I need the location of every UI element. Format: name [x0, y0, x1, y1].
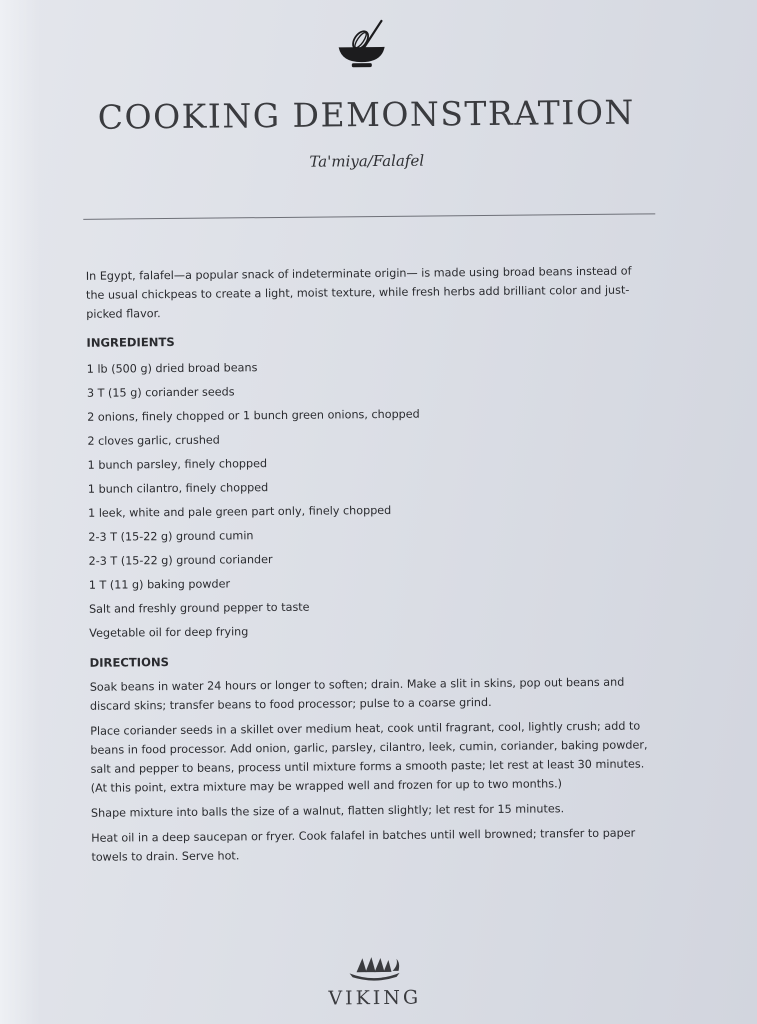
divider — [83, 213, 655, 219]
intro-paragraph: In Egypt, falafel—a popular snack of indeterminate origin— is made using broad beans instead of the usual chickpeas to create a light, moist texture, while fresh herbs add brilliant color and just-picked flavor. — [85, 264, 632, 321]
ingredient-item: 1 leek, white and pale green part only, finely chopped — [88, 503, 392, 520]
mixing-bowl-whisk-icon — [333, 18, 389, 71]
direction-step: Place coriander seeds in a skillet over medium heat, cook until fragrant, cool, lightly crush; add to beans in food processor. Add onion, garlic, parsley, cilantro, leek, cumin, coriander, baking powder, salt and pepper to beans, process until mixture forms a smooth paste; let rest at least 30 minutes. (At this point, extra mixture may be wrapped well and frozen for up to two months.) — [90, 719, 648, 795]
ingredient-item: 1 T (11 g) baking powder — [88, 577, 231, 592]
page-title: COOKING DEMONSTRATION — [97, 92, 635, 137]
ingredient-item: 2-3 T (15-22 g) ground cumin — [88, 529, 254, 544]
directions-list — [90, 672, 652, 866]
ingredient-item: 1 bunch parsley, finely chopped — [87, 457, 268, 472]
ingredient-item: Salt and freshly ground pepper to taste — [88, 600, 310, 616]
direction-step: Shape mixture into balls the size of a walnut, flatten slightly; let rest for 15 minutes. — [90, 802, 565, 820]
brand-wordmark: VIKING — [328, 986, 422, 1010]
ingredient-item: 2-3 T (15-22 g) ground coriander — [88, 553, 273, 568]
ingredients-heading: INGREDIENTS — [86, 334, 175, 350]
ingredient-item: 3 T (15 g) coriander seeds — [86, 385, 235, 400]
ingredient-item: 2 cloves garlic, crushed — [87, 433, 220, 448]
ingredient-item: 2 onions, finely chopped or 1 bunch green onions, chopped — [87, 407, 420, 424]
recipe-body — [86, 261, 652, 872]
recipe-name: Ta'miya/Falafel — [309, 151, 425, 171]
direction-step: Soak beans in water 24 hours or longer to soften; drain. Make a slit in skins, pop out beans and discard skins; transfer beans to food processor; pulse to a coarse grind. — [89, 675, 625, 713]
directions-heading: DIRECTIONS — [89, 655, 170, 670]
ingredient-item: 1 bunch cilantro, finely chopped — [87, 481, 269, 496]
viking-ship-icon — [346, 953, 402, 984]
ingredients-list — [87, 352, 650, 645]
ingredient-item: Vegetable oil for deep frying — [89, 625, 249, 640]
direction-step: Heat oil in a deep saucepan or fryer. Cook falafel in batches until well browned; transfer to paper towels to drain. Serve hot. — [91, 826, 636, 864]
footer — [4, 950, 745, 1013]
ingredient-item: 1 lb (500 g) dried broad beans — [86, 361, 258, 376]
